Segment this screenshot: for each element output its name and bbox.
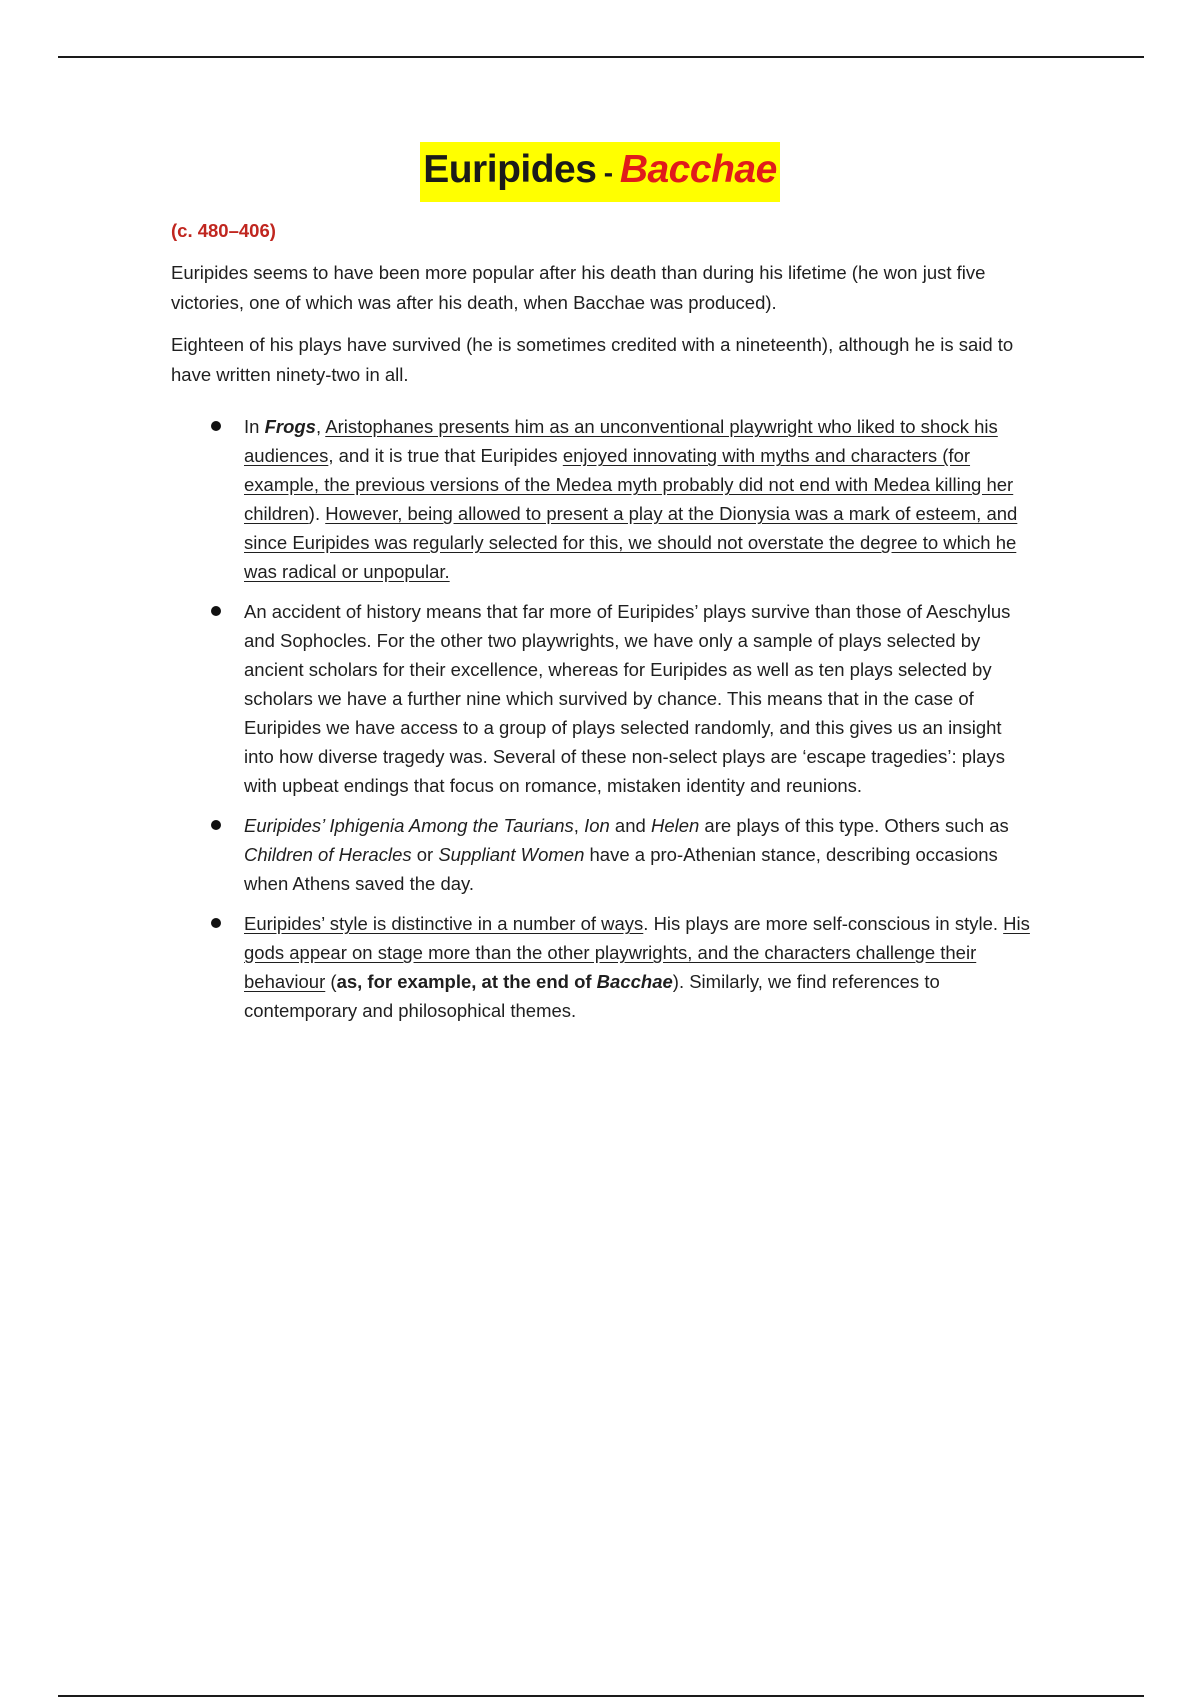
bullet-text-segment: as, for example, at the end of [336,971,597,992]
bullet-text-segment: In [244,416,265,437]
bullet-text-segment: Euripides’ style is distinctive in a number of ways [244,913,644,934]
page-title [420,142,780,202]
bullet-item [171,811,1031,898]
bullet-text-segment: Euripides’ Iphigenia Among the Taurians [244,815,574,836]
footer-rule [58,1695,1144,1697]
bullet-text-segment: Helen [650,815,700,836]
bullet-item [171,909,1031,1025]
bullet-text-segment: ( [325,971,337,992]
bullet-text-segment: ). [308,503,326,524]
bullet-text-segment: are plays of this type. Others such as [699,815,1009,836]
bullet-item [171,597,1031,800]
bullet-text-segment: Aristophanes presents him as an unconventional playwright who liked to shock his audiences [244,416,998,466]
author-dates: (c. 480–406) [171,220,276,241]
bullet-text-segment: . His plays are more self-conscious in style. [643,913,1004,934]
bullet-text-segment: His gods appear on stage more than the other playwrights, and the characters challenge their behaviour [244,913,1030,992]
bullet-text-segment: Bacchae [596,971,673,992]
bullet-text-segment: An accident of history means that far more of Euripides’ plays survive than those of Aeschylus and Sophocles. For the other two playwrights, we have only a sample of plays selected by ancient scholars for their excellence, whereas for Euripides as well as ten plays selected by scholars we have a further nine which survived by chance. This means that in the case of Euripides we have access to a group of plays selected randomly, and this gives us an insight into how diverse tragedy was. Several of these non-select plays are ‘escape tragedies’: plays with upbeat endings that focus on romance, mistaken identity and reunions. [244,601,1011,796]
bullet-text-segment: or [411,844,439,865]
bullet-text-segment: , and it is true that Euripides [328,445,563,466]
bullet-text-segment: Children of Heracles [244,844,412,865]
bullet-list [171,412,1031,1025]
bullet-text-segment: Frogs [264,416,316,437]
bullet-text-segment: enjoyed innovating with myths and characters (for example, the previous versions of the Medea myth probably did not end with Medea killing her children [244,445,1014,524]
title-author: Euripides [423,148,597,191]
bullet-text-segment: and [609,815,651,836]
bullet-text-segment: , [315,416,326,437]
bullet-text-segment: have a pro-Athenian stance, describing occasions when Athens saved the day. [244,844,998,894]
intro-paragraph-2: Eighteen of his plays have survived (he is sometimes credited with a nineteenth), although he is said to have written ninety-two in all. [171,334,1014,385]
bullet-dot-icon [211,421,221,431]
bullet-text-segment: Ion [584,815,610,836]
header-rule [58,56,1144,58]
title-block [0,142,1200,202]
bullet-text-segment: Suppliant Women [438,844,585,865]
bullet-text-segment: However, being allowed to present a play at the Dionysia was a mark of esteem, and since Euripides was regularly selected for this, we should not overstate the degree to which he was radical or unpopular. [244,503,1018,582]
bullet-dot-icon [211,606,221,616]
intro-paragraph-1: Euripides seems to have been more popular after his death than during his lifetime (he won just five victories, one of which was after his death, when Bacchae was produced). [171,262,986,313]
bullet-item [171,412,1031,586]
bullet-text-segment: , [573,815,585,836]
title-separator: - [596,157,620,188]
document-body [171,216,1031,1036]
bullet-text-segment: ). Similarly, we find references to contemporary and philosophical themes. [244,971,940,1021]
title-play: Bacchae [619,148,777,191]
bullet-dot-icon [211,918,221,928]
bullet-dot-icon [211,820,221,830]
